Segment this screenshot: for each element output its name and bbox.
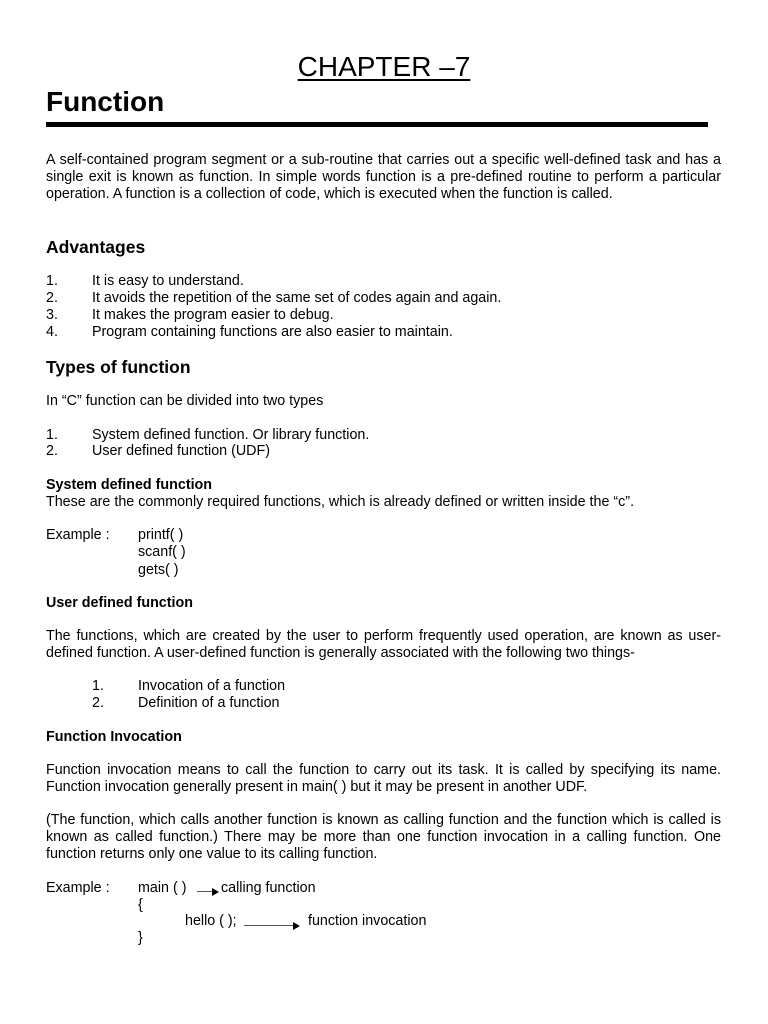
advantages-heading: Advantages [46,237,146,257]
code-line: { [138,897,143,913]
code-line: main ( ) [138,880,187,896]
user-defined-heading: User defined function [46,595,193,611]
example-code: scanf( ) [138,544,186,560]
types-intro: In “C” function can be divided into two types [46,393,324,409]
type-item: User defined function (UDF) [92,443,270,459]
invocation-paragraph-2: (The function, which calls another function is known as calling function and the function which is called is known as called function.) There may be more than one function invocation in a calling function. One function returns only one value to its calling function. [46,812,721,862]
advantage-item: It avoids the repetition of the same set of codes again and again. [92,290,502,306]
invocation-heading: Function Invocation [46,729,182,745]
code-line: hello ( ); [185,913,237,929]
advantage-item: It makes the program easier to debug. [92,307,334,323]
code-line: } [138,930,143,946]
intro-paragraph: A self-contained program segment or a sub-routine that carries out a specific well-defined task and has a single exit is known as function. In simple words function is a pre-defined routine to perform a particular operation. A function is a collection of code, which is executed when the function is called. [46,152,721,202]
advantage-number: 1. [46,273,58,289]
page-title: Function [46,86,165,117]
arrow-icon [197,891,213,892]
udf-number: 2. [92,695,104,711]
user-defined-text: The functions, which are created by the user to perform frequently used operation, are known as user-defined function. A user-defined function is generally associated with the following two things- [46,628,721,661]
udf-item: Definition of a function [138,695,280,711]
code-annotation: calling function [221,880,316,896]
code-annotation: function invocation [308,913,427,929]
types-heading: Types of function [46,357,191,377]
advantage-number: 2. [46,290,58,306]
example-code: printf( ) [138,527,184,543]
example-label: Example : [46,527,110,543]
advantage-number: 3. [46,307,58,323]
chapter-heading: CHAPTER –7 [297,51,471,82]
udf-item: Invocation of a function [138,678,286,694]
example-label: Example : [46,880,110,896]
type-number: 1. [46,427,58,443]
title-rule [46,122,708,127]
invocation-paragraph-1: Function invocation means to call the function to carry out its task. It is called by specifying its name. Function invocation generally present in main( ) but it may be present in another UDF. [46,762,721,795]
type-item: System defined function. Or library function. [92,427,370,443]
arrow-icon [244,925,294,926]
system-defined-text: These are the commonly required functions, which is already defined or written inside the “c”. [46,494,635,510]
advantage-item: Program containing functions are also easier to maintain. [92,324,453,340]
type-number: 2. [46,443,58,459]
system-defined-heading: System defined function [46,477,213,493]
udf-number: 1. [92,678,104,694]
advantage-item: It is easy to understand. [92,273,244,289]
advantage-number: 4. [46,324,58,340]
example-code: gets( ) [138,562,179,578]
